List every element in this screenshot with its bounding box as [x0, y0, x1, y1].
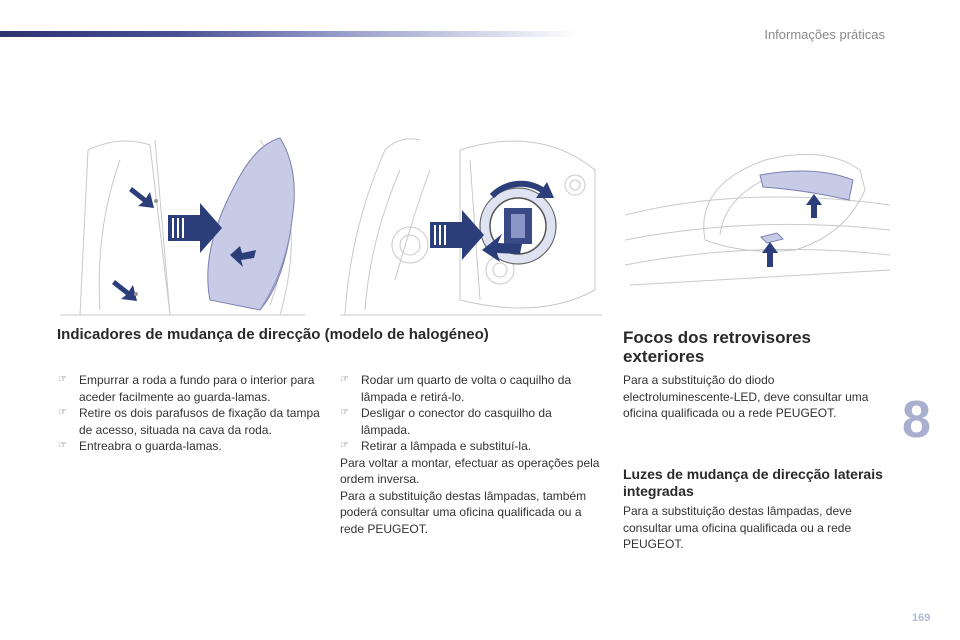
reassembly-paragraph: Para voltar a montar, efectuar as operações pela ordem inversa.	[340, 455, 600, 486]
wheel-arch-illustration	[60, 130, 305, 320]
door-mirror-illustration	[625, 145, 890, 300]
page-number: 169	[912, 612, 931, 624]
list-item: ☞ Empurrar a roda a fundo para o interior para aceder facilmente ao guarda-lamas.	[58, 373, 315, 404]
mirror-lights-text: Para a substituição do diodo electroluminescente-LED, deve consultar uma oficina qualificada ou a rede PEUGEOT.	[623, 373, 869, 420]
pointing-hand-icon: ☞	[58, 374, 67, 385]
chapter-number: 8	[902, 391, 931, 449]
list-item: ☞ Retirar a lâmpada e substituí-la.	[340, 439, 532, 453]
section-title: Informações práticas	[764, 27, 885, 42]
side-indicators-text: Para a substituição destas lâmpadas, deve consultar uma oficina qualificada ou a rede PEUGEOT.	[623, 504, 852, 551]
pointing-hand-icon: ☞	[58, 440, 67, 451]
list-item: ☞ Desligar o conector do casquilho da lâmpada.	[340, 406, 552, 437]
instructions-column-2	[340, 372, 602, 537]
bulb-holder-illustration	[340, 130, 602, 320]
workshop-paragraph: Para a substituição destas lâmpadas, também poderá consultar uma oficina qualificada ou a rede PEUGEOT.	[340, 488, 587, 536]
list-item: ☞ Rodar um quarto de volta o caquilho da lâmpada e retirá-lo.	[340, 373, 572, 404]
halogen-indicators-heading: Indicadores de mudança de direcção (modelo de halogéneo)	[57, 326, 489, 343]
pointing-hand-icon: ☞	[340, 440, 349, 451]
pointing-hand-icon: ☞	[340, 374, 349, 385]
list-item: ☞ Entreabra o guarda-lamas.	[58, 439, 222, 453]
mirror-lights-heading: Focos dos retrovisores exteriores	[623, 328, 812, 366]
list-item: ☞ Retire os dois parafusos de fixação da tampa de acesso, situada na cava da roda.	[58, 406, 320, 437]
pointing-hand-icon: ☞	[340, 407, 349, 418]
pointing-hand-icon: ☞	[58, 407, 67, 418]
header-gradient-bar	[0, 31, 580, 37]
instructions-column-1	[58, 372, 328, 455]
side-indicators-heading: Luzes de mudança de direcção laterais integradas	[623, 466, 883, 499]
